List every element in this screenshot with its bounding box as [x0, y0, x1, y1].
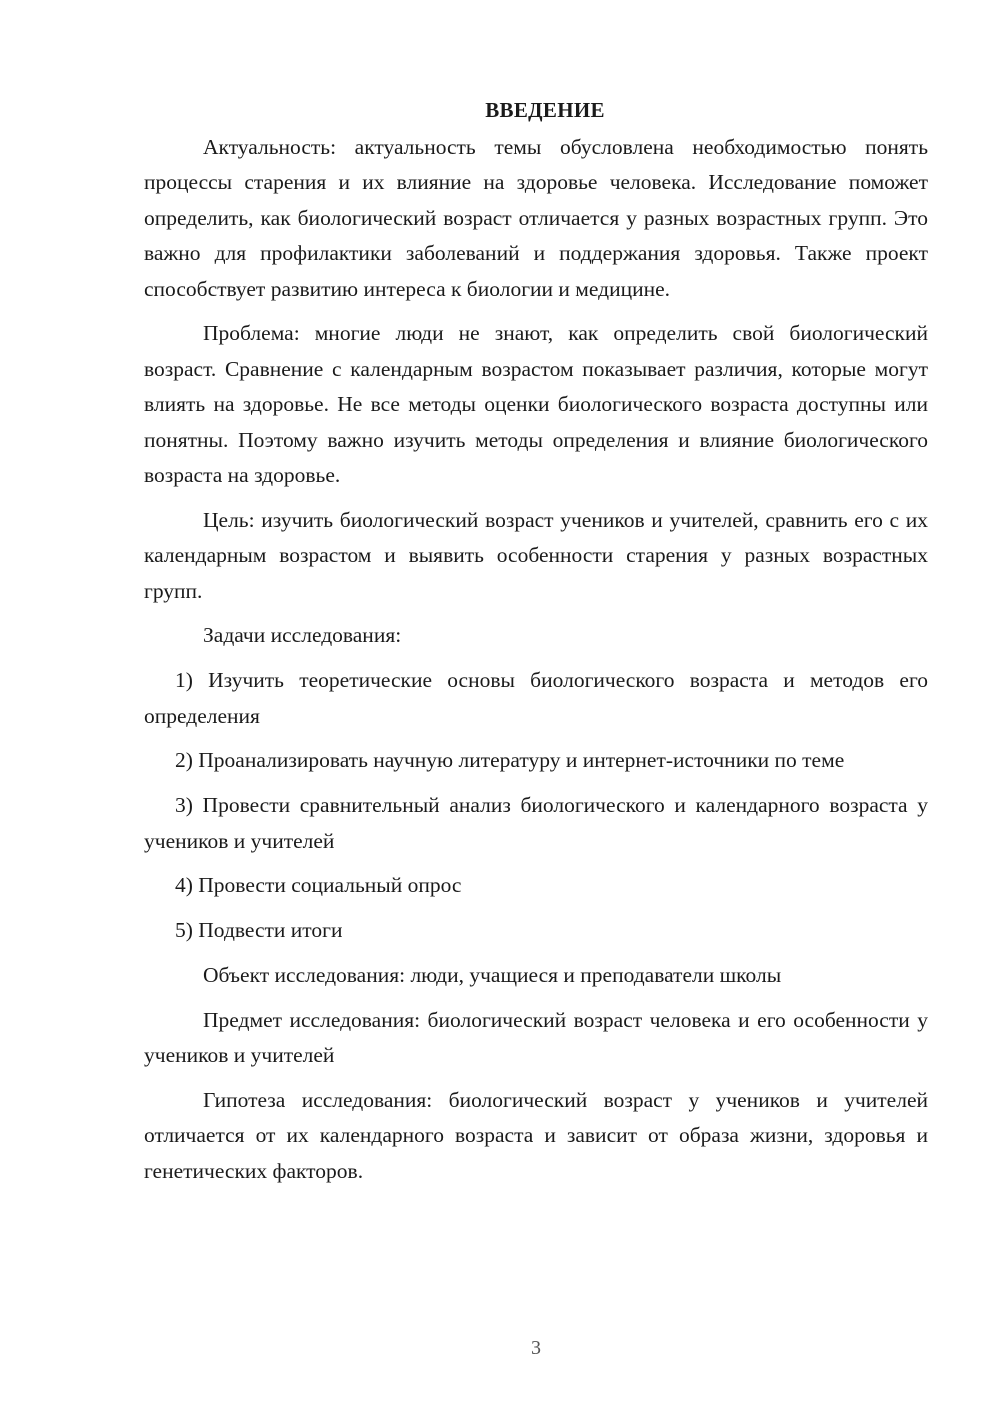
task-item-4: 4) Провести социальный опрос	[175, 873, 462, 898]
page-number: 3	[531, 1337, 541, 1359]
page-content	[144, 96, 928, 1199]
tasks-title: Задачи исследования:	[203, 623, 402, 648]
goal-paragraph: Цель: изучить биологический возраст учеников и учителей, сравнить его с их календарным возрастом и выявить особенности старения у разных возрастных групп.	[144, 507, 928, 603]
subject-paragraph: Предмет исследования: биологический возраст человека и его особенности у учеников и учителей	[144, 1007, 928, 1068]
task-item-5: 5) Подвести итоги	[175, 918, 343, 943]
task-item-3: 3) Провести сравнительный анализ биологического и календарного возраста у учеников и учителей	[144, 793, 928, 853]
hypothesis-paragraph: Гипотеза исследования: биологический возраст у учеников и учителей отличается от их календарного возраста и зависит от образа жизни, здоровья и генетических факторов.	[144, 1088, 928, 1183]
task-item-1: 1) Изучить теоретические основы биологического возраста и методов его определения	[144, 668, 928, 728]
task-item-2: 2) Проанализировать научную литературу и интернет-источники по теме	[175, 748, 845, 773]
problem-paragraph: Проблема: многие люди не знают, как определить свой биологический возраст. Сравнение с календарным возрастом показывает различия, которые могут влиять на здоровье. Не все методы оценки биологического возраста доступны или понятны. Поэтому важно изучить методы определения и влияние биологического возраста на здоровье.	[144, 321, 928, 488]
relevance-paragraph: Актуальность: актуальность темы обусловлена необходимостью понять процессы старения и их влияние на здоровье человека. Исследование поможет определить, как биологический возраст отличается у разных возрастных групп. Это важно для профилактики заболеваний и поддержания здоровья. Также проект способствует развитию интереса к биологии и медицине.	[144, 135, 928, 301]
object-paragraph: Объект исследования: люди, учащиеся и преподаватели школы	[203, 963, 782, 988]
page-title: ВВЕДЕНИЕ	[485, 98, 605, 122]
